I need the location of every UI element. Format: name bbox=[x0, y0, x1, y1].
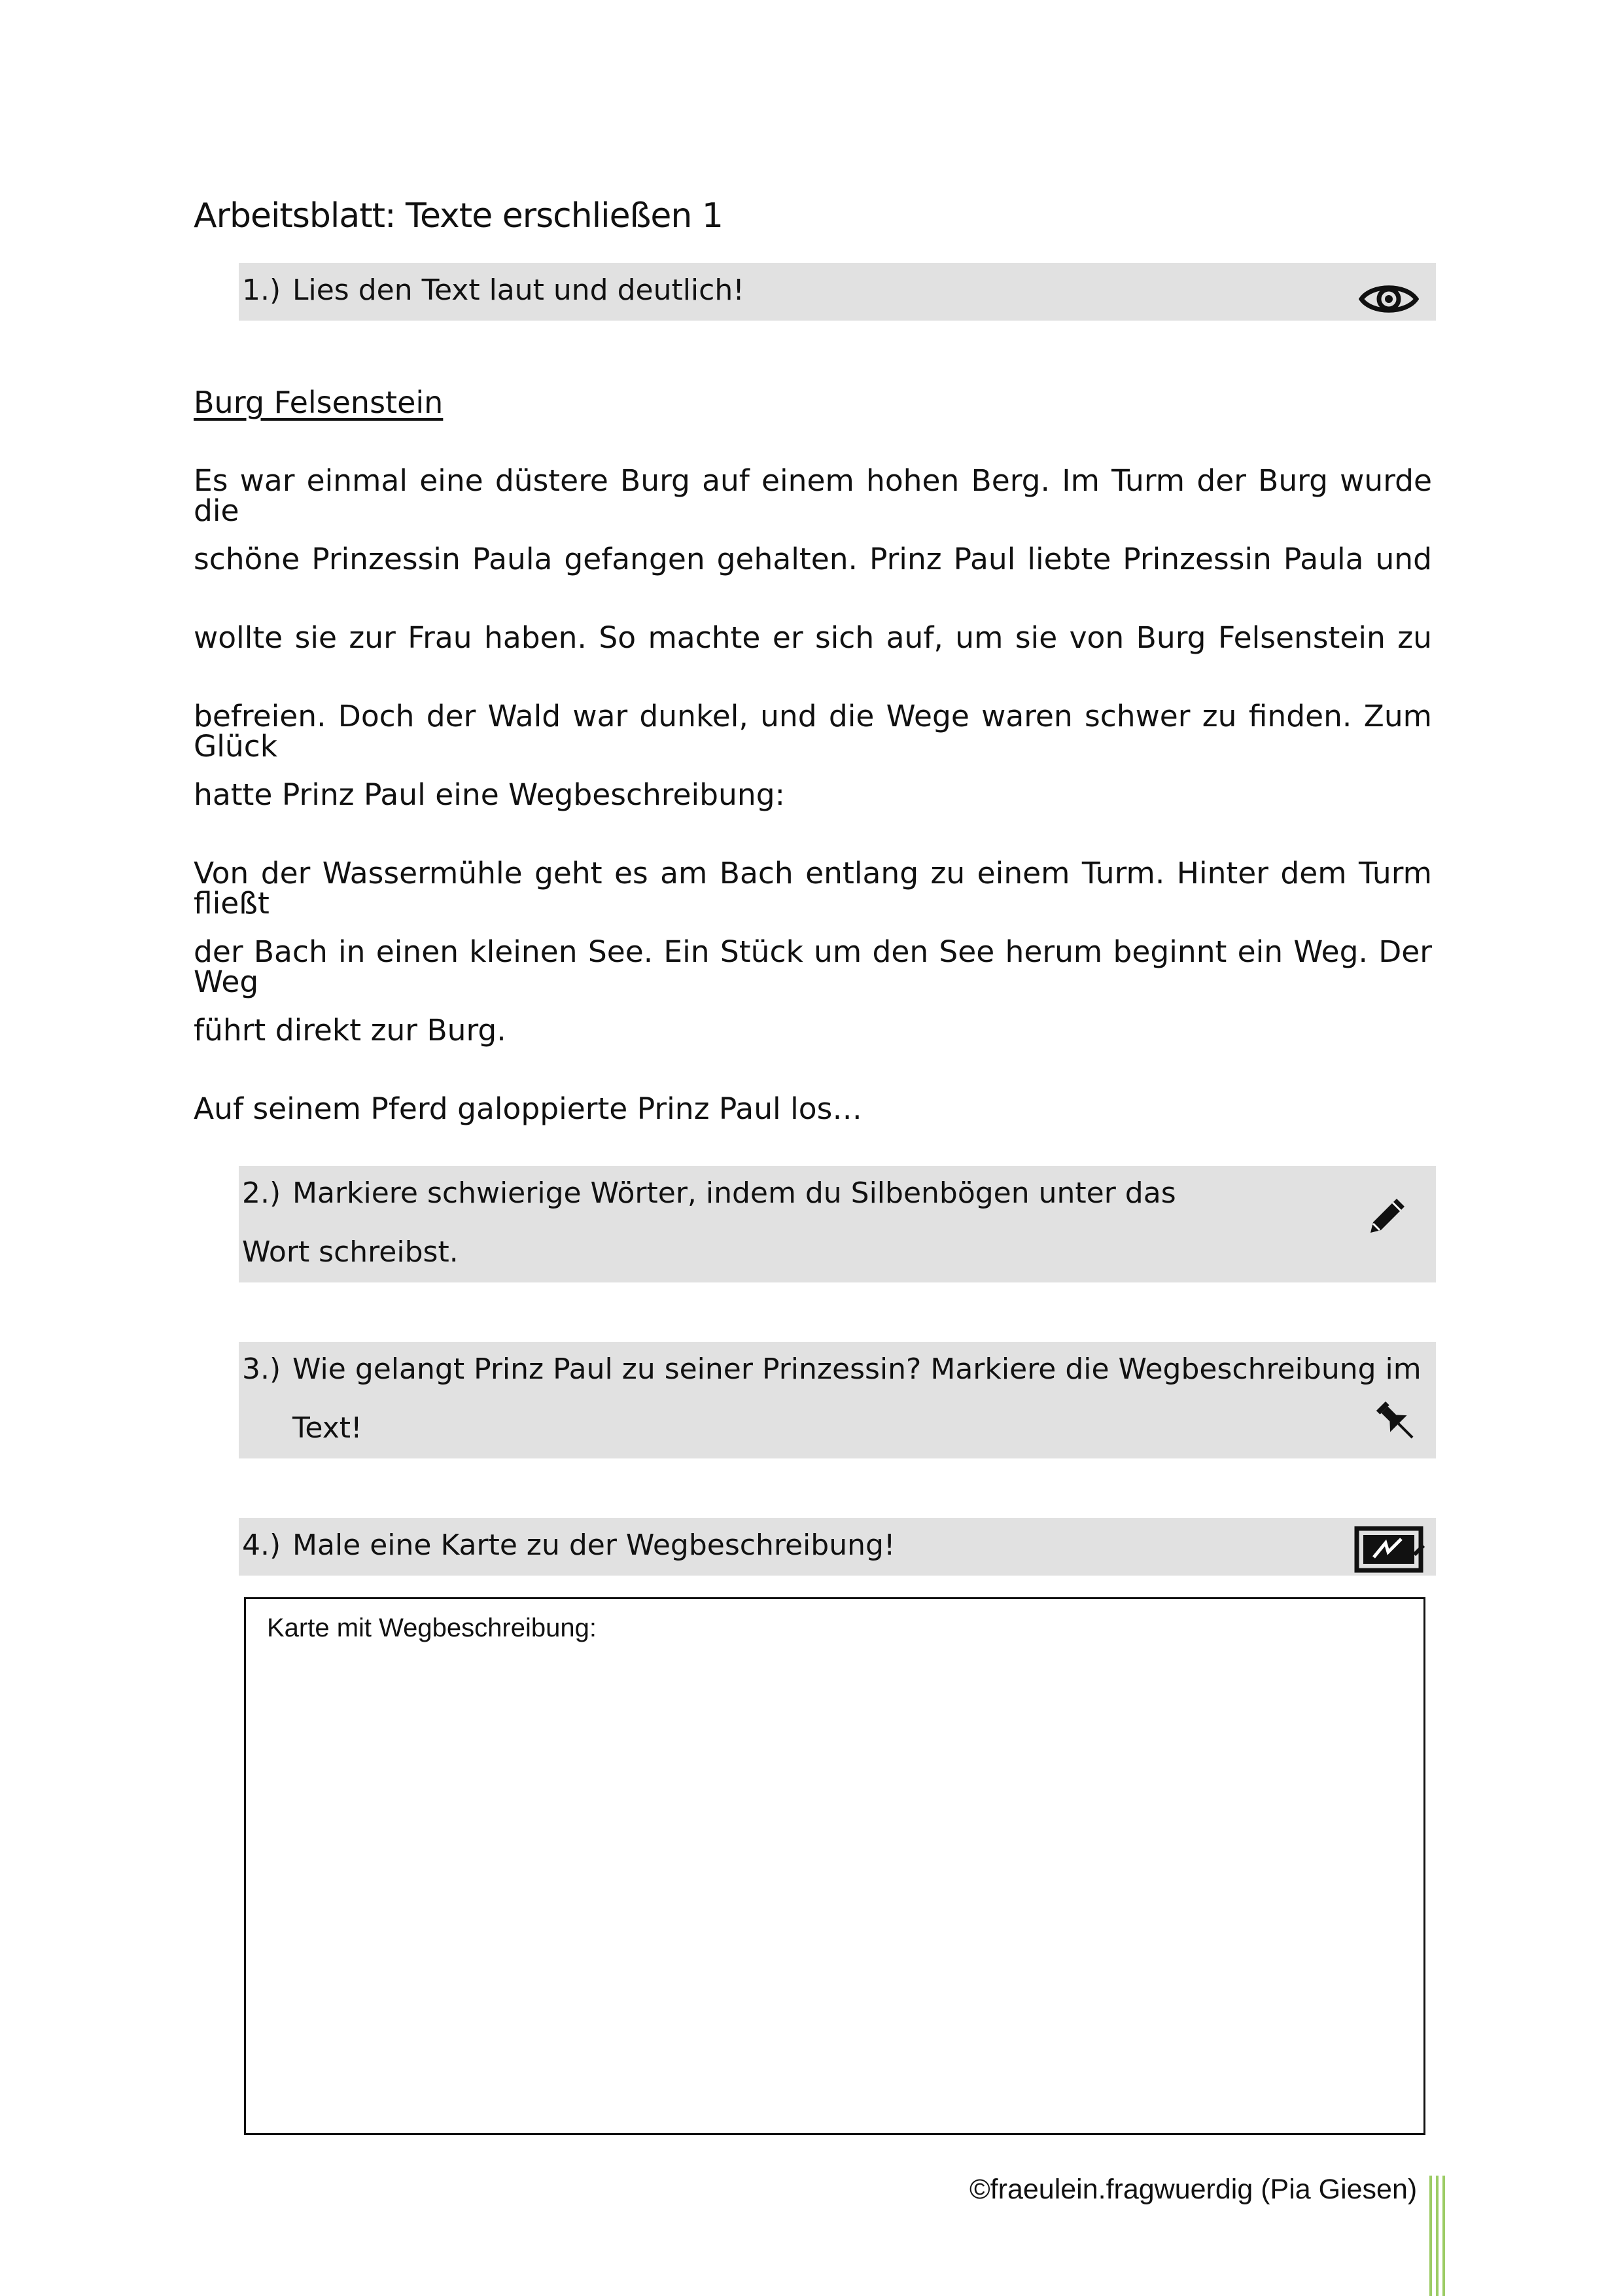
task-2 bbox=[239, 1166, 1436, 1282]
story-line: der Bach in einen kleinen See. Ein Stück um den See herum beginnt ein Weg. Der Weg bbox=[194, 934, 1432, 999]
task-3 bbox=[239, 1342, 1436, 1458]
task-1 bbox=[239, 263, 1436, 321]
drawing-board-icon bbox=[1354, 1526, 1426, 1577]
page-title: Arbeitsblatt: Texte erschließen 1 bbox=[194, 196, 723, 236]
story-line: befreien. Doch der Wald war dunkel, und die Wege waren schwer zu finden. Zum Glück bbox=[194, 699, 1432, 764]
task-text: Lies den Text laut und deutlich! bbox=[292, 274, 744, 307]
story-line: Von der Wassermühle geht es am Bach entlang zu einem Turm. Hinter dem Turm fließt bbox=[194, 856, 1432, 921]
story-line: Es war einmal eine düstere Burg auf einem hohen Berg. Im Turm der Burg wurde die bbox=[194, 463, 1432, 528]
task-number: 2.) bbox=[242, 1176, 281, 1210]
eye-icon bbox=[1359, 280, 1419, 321]
task-text: Wie gelangt Prinz Paul zu seiner Prinzessin? Markiere die Wegbeschreibung im bbox=[292, 1352, 1422, 1386]
task-4 bbox=[239, 1518, 1436, 1576]
task-number: 4.) bbox=[242, 1528, 281, 1562]
task-number: 1.) bbox=[242, 274, 281, 307]
footer-accent-bar bbox=[1429, 2176, 1432, 2296]
footer-accent-bar bbox=[1436, 2176, 1439, 2296]
task-text: Markiere schwierige Wörter, indem du Silbenbögen unter das bbox=[292, 1176, 1176, 1210]
map-drawing-area[interactable] bbox=[244, 1597, 1425, 2135]
map-box-label: Karte mit Wegbeschreibung: bbox=[267, 1614, 597, 1642]
story-line: schöne Prinzessin Paula gefangen gehalten. Prinz Paul liebte Prinzessin Paula und bbox=[194, 542, 1432, 576]
pushpin-icon bbox=[1370, 1396, 1423, 1451]
copyright-footer: ©fraeulein.fragwuerdig (Pia Giesen) bbox=[969, 2174, 1418, 2205]
pencil-icon bbox=[1364, 1192, 1411, 1242]
story-title: Burg Felsenstein bbox=[194, 385, 444, 420]
story-line: führt direkt zur Burg. bbox=[194, 1013, 506, 1048]
task-text: Wort schreibst. bbox=[242, 1235, 459, 1269]
task-text: Male eine Karte zu der Wegbeschreibung! bbox=[292, 1528, 896, 1562]
story-line: hatte Prinz Paul eine Wegbeschreibung: bbox=[194, 777, 785, 812]
story-line: Auf seinem Pferd galoppierte Prinz Paul los… bbox=[194, 1091, 862, 1126]
footer-accent-bar bbox=[1442, 2176, 1445, 2296]
task-text: Text! bbox=[292, 1411, 362, 1445]
story-line: wollte sie zur Frau haben. So machte er sich auf, um sie von Burg Felsenstein zu bbox=[194, 620, 1432, 655]
task-number: 3.) bbox=[242, 1352, 281, 1386]
